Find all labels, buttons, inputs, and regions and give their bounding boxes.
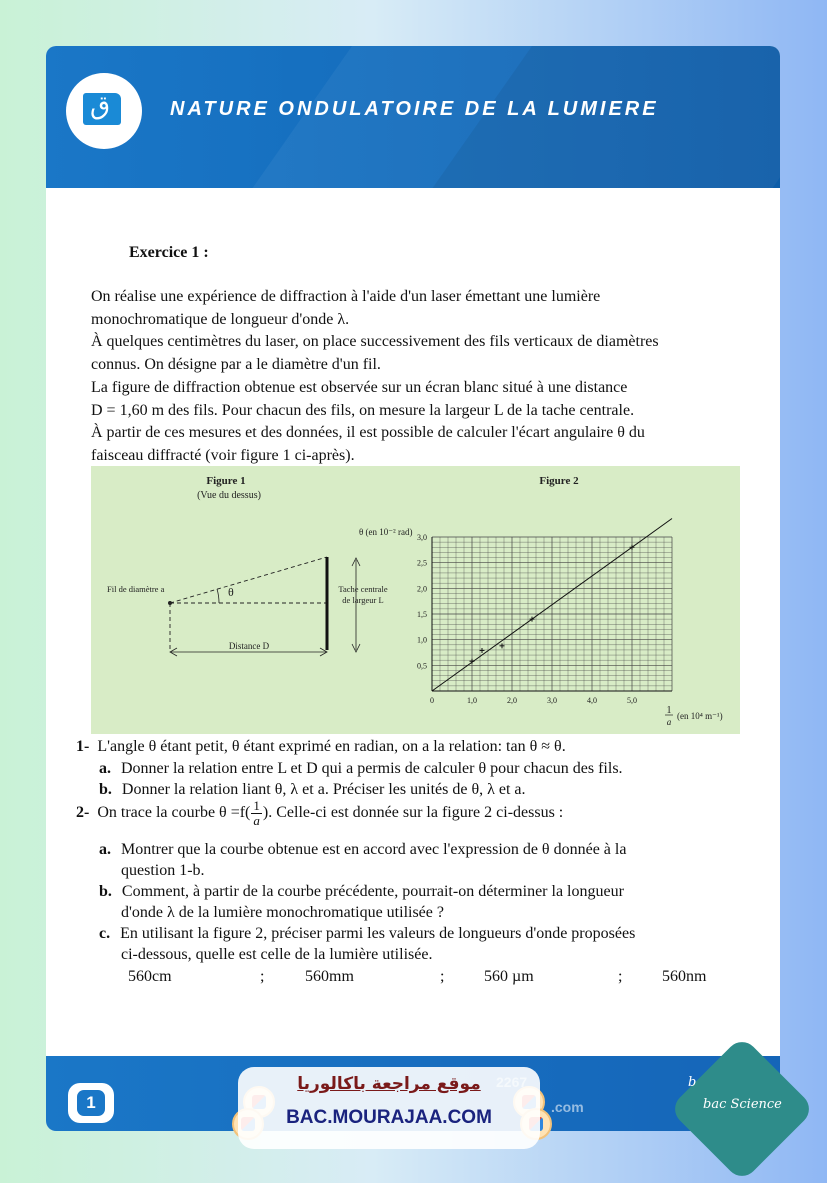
question-text: ci-dessous, quelle est celle de la lumière utilisée. [121, 946, 433, 963]
y-tick-label: 1,5 [417, 610, 427, 619]
question-text: d'onde λ de la lumière monochromatique utilisée ? [121, 904, 444, 921]
question-text: Donner la relation entre L et D qui a permis de calculer θ pour chacun des fils. [121, 760, 623, 777]
x-tick-label: 1,0 [467, 696, 477, 705]
bac-science-text: bac Science [703, 1097, 782, 1112]
intro-line: À quelques centimètres du laser, on place successivement des fils verticaux de diamètres [91, 333, 659, 351]
figures-svg [91, 466, 740, 734]
option-separator: ; [618, 968, 623, 985]
answer-option: 560nm [662, 968, 707, 985]
question-text: Montrer que la courbe obtenue est en accord avec l'expression de θ donnée à la [121, 841, 627, 858]
question-text: Comment, à partir de la courbe précédente, pourrait-on déterminer la longueur [121, 883, 624, 900]
y-tick-label: 0,5 [417, 661, 427, 671]
page-title: NATURE ONDULATOIRE DE LA LUMIERE [170, 98, 659, 120]
figure-1-title: Figure 1 [206, 475, 246, 487]
question-text: question 1-b. [121, 862, 205, 879]
stamp-arabic-text: موقع مراجعة باكالوريا [297, 1074, 481, 1094]
question-label: b. [99, 883, 112, 900]
option-separator: ; [440, 968, 445, 985]
x-tick-label: 3,0 [547, 696, 557, 705]
question-1a [99, 758, 623, 779]
question-label: a. [99, 841, 111, 858]
x-tick-label: 0 [430, 696, 434, 705]
diffracted-ray [170, 557, 327, 603]
intro-line: monochromatique de longueur d'onde λ. [91, 310, 350, 328]
watermark-stamp[interactable] [238, 1067, 540, 1149]
question-label: c. [99, 925, 111, 942]
angle-label: θ [228, 585, 234, 599]
data-point [480, 648, 485, 653]
question-text: L'angle θ étant petit, θ étant exprimé en radian, on a la relation: tan θ ≈ θ. [97, 738, 566, 755]
intro-line: On réalise une expérience de diffraction à l'aide d'un laser émettant une lumière [91, 288, 601, 305]
intro-line: D = 1,60 m des fils. Pour chacun des fils, on mesure la largeur L de la tache centrale. [91, 401, 635, 419]
answer-option: 560mm [305, 968, 354, 985]
page-number: 1 [77, 1090, 105, 1116]
question-text: On trace la courbe θ =f( [97, 804, 251, 822]
figures-panel [91, 466, 740, 734]
wire-label: Fil de diamètre a [107, 584, 165, 594]
question-text: En utilisant la figure 2, préciser parmi les valeurs de longueurs d'onde proposées [120, 925, 636, 942]
angle-arc [217, 589, 219, 603]
answer-option: 560 µm [484, 968, 534, 985]
chart-grid [432, 537, 672, 691]
y-tick-label: 2,5 [417, 558, 427, 568]
x-tick-label: 2,0 [507, 696, 517, 705]
question-text: Donner la relation liant θ, λ et a. Préciser les unités de θ, λ et a. [121, 781, 526, 798]
x-tick-label: 4,0 [587, 696, 597, 705]
figure-2 [359, 475, 723, 727]
stamp-latin-text: BAC.MOURAJAA.COM [286, 1107, 492, 1128]
spot-label-1: Tache centrale [338, 584, 388, 594]
data-point [500, 643, 505, 648]
y-tick-label: 3,0 [417, 533, 427, 542]
question-text: ). Celle-ci est donnée sur la figure 2 ci-dessus : [262, 804, 564, 822]
answer-option: 560cm [128, 968, 172, 985]
chart-title: Figure 2 [539, 475, 579, 487]
exercise-intro [91, 286, 741, 468]
chart-y-label: θ (en 10⁻² rad) [359, 527, 413, 537]
question-number: 2- [76, 804, 90, 822]
chart-x-label-den: a [666, 717, 672, 727]
question-2 [76, 799, 563, 828]
page-number-badge [68, 1083, 114, 1123]
intro-line: connus. On désigne par a le diamètre d'un fil. [91, 356, 381, 374]
y-tick-label: 2,0 [417, 584, 427, 594]
option-separator: ; [260, 968, 265, 985]
spot-label-2: de largeur L [342, 595, 384, 605]
y-tick-label: 1,0 [417, 635, 427, 645]
figure-1 [107, 475, 388, 656]
question-1 [76, 736, 566, 757]
distance-label: Distance D [228, 641, 270, 651]
chart-x-label-num: 1 [666, 705, 672, 716]
document-page [46, 46, 780, 1131]
question-label: a. [99, 760, 111, 777]
question-number: 1- [76, 738, 90, 755]
intro-line: faisceau diffracté (voir figure 1 ci-après). [91, 446, 355, 464]
intro-line: À partir de ces mesures et des données, il est possible de calculer l'écart angulaire θ du [91, 424, 645, 442]
page-header [46, 46, 780, 188]
footer-ghost-domain: .com [551, 1099, 584, 1115]
intro-line: La figure de diffraction obtenue est observée sur un écran blanc situé à une distance [91, 378, 628, 396]
figure-1-subtitle: (Vue du dessus) [197, 490, 261, 501]
bac-science-prefix: b [688, 1075, 697, 1090]
question-2b [99, 881, 624, 923]
book-logo-icon: ق [66, 73, 142, 149]
question-1b [99, 779, 526, 800]
question-label: b. [99, 781, 112, 798]
exercise-title: Exercice 1 : [129, 244, 209, 261]
x-tick-label: 5,0 [627, 696, 637, 705]
chart-x-label-suffix: (en 10⁴ m⁻¹) [677, 711, 723, 721]
question-2c [99, 923, 635, 965]
fraction: $\frac{1}{a}$ [253, 798, 260, 828]
question-2a [99, 839, 626, 881]
